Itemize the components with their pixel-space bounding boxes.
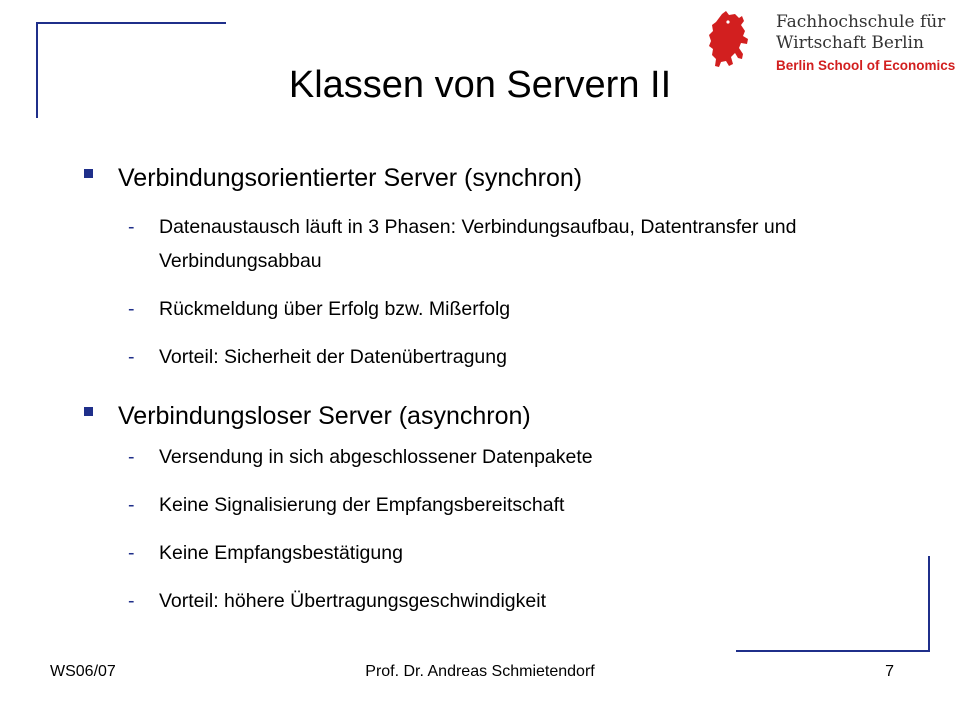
square-bullet-icon [84,407,93,416]
sub-bullet-text: Keine Empfangsbestätigung [159,542,403,564]
sub-bullet [128,292,924,326]
bullet-1-text: Verbindungsorientierter Server (synchron) [118,164,583,192]
dash-icon: - [128,298,135,320]
logo-line-2: Wirtschaft Berlin [776,33,924,53]
sub-bullet-text: Keine Signalisierung der Empfangsbereitschaft [159,494,565,516]
bullet-1 [84,158,924,198]
sub-bullet [128,340,924,374]
dash-icon: - [128,590,135,612]
bullet-2-text: Verbindungsloser Server (asynchron) [118,402,531,430]
sub-bullet [128,488,924,522]
sub-bullet [128,536,924,570]
dash-icon: - [128,542,135,564]
frame-line-bottom [736,650,930,652]
footer-semester: WS06/07 [50,663,116,680]
square-bullet-icon [84,169,93,178]
bullet-1-subs [84,210,924,374]
frame-line-right [928,556,930,652]
bullet-2-subs [84,440,924,618]
sub-bullet-text: Rückmeldung über Erfolg bzw. Mißerfolg [159,298,511,320]
logo-line-1: Fachhochschule für [776,12,946,32]
logo-line-3: Berlin School of Economics [776,58,956,73]
sub-bullet-text: Datenaustausch läuft in 3 Phasen: Verbindungsaufbau, Datentransfer und Verbindungsabbau [159,216,797,272]
bullet-2 [84,396,924,436]
sub-bullet-text: Versendung in sich abgeschlossener Datenpakete [159,446,593,468]
dash-icon: - [128,446,135,468]
slide-content [84,158,924,618]
sub-bullet [128,584,924,618]
sub-bullet [128,210,924,278]
sub-bullet-text: Vorteil: Sicherheit der Datenübertragung [159,346,507,368]
slide-title: Klassen von Servern II [288,64,672,106]
dash-icon: - [128,494,135,516]
frame-line-top [36,22,226,24]
page-number: 7 [885,663,894,680]
sub-bullet [128,440,924,474]
footer-author: Prof. Dr. Andreas Schmietendorf [365,663,595,680]
dash-icon: - [128,346,135,368]
sub-bullet-text: Vorteil: höhere Übertragungsgeschwindigkeit [159,590,546,612]
dash-icon: - [128,216,135,238]
